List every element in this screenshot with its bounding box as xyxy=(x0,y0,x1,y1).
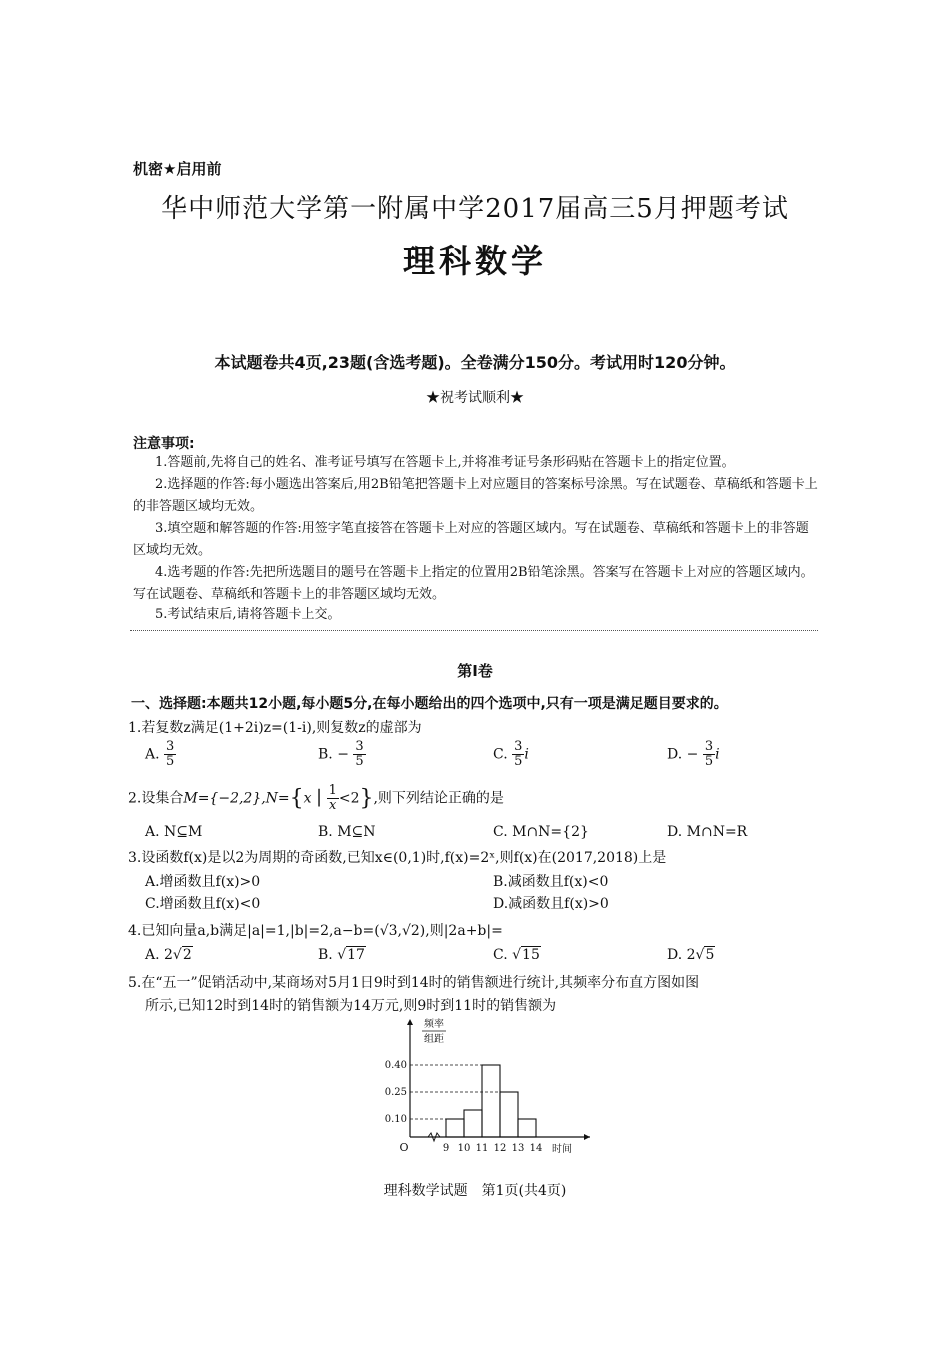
note-item: 1.答题前,先将自己的姓名、准考证号填写在答题卡上,并将准考证号条形码贴在答题卡上的指定位置。 xyxy=(155,455,735,470)
x-tick-label: 10 xyxy=(457,1143,471,1154)
histogram-bar xyxy=(464,1110,482,1137)
q3-option-b: B.减函数且f(x)<0 xyxy=(493,874,609,890)
question-3-stem: 3.设函数f(x)是以2为周期的奇函数,已知x∈(0,1)时,f(x)=2ˣ,则f(x)在(2017,2018)上是 xyxy=(128,850,667,866)
x-tick-label: 13 xyxy=(511,1143,525,1154)
x-axis-arrow xyxy=(584,1134,590,1140)
x-tick-label: 11 xyxy=(475,1143,489,1154)
q1-option-c: C. $\frac{3}{5}$ i xyxy=(493,739,529,769)
q4-option-c: C. √15 xyxy=(493,947,540,963)
q4-option-a: A. 2√2 xyxy=(145,947,192,963)
note-item: 2.选择题的作答:每小题选出答案后,用2B铅笔把答题卡上对应题目的答案标号涂黑。写在试题卷、草稿纸和答题卡上的非答题区域均无效。 xyxy=(133,477,818,514)
q1-option-a: A. $\frac{3}{5}$ xyxy=(145,739,175,769)
confidential-label: 机密★启用前 xyxy=(133,160,222,178)
page-footer: 理科数学试题 第1页(共4页) xyxy=(383,1183,567,1199)
q2-option-b: B. M⊆N xyxy=(318,824,376,840)
notes-title: 注意事项: xyxy=(133,436,195,452)
y-tick-label: 0.10 xyxy=(384,1114,407,1125)
q2-option-a: A. N⊆M xyxy=(145,824,203,840)
subject-title: 理科数学 xyxy=(402,242,547,280)
exam-info: 本试题卷共4页,23题(含选考题)。全卷满分150分。考试用时120分钟。 xyxy=(214,353,736,372)
origin-label: O xyxy=(399,1141,409,1154)
q4-option-d: D. 2√5 xyxy=(667,947,715,963)
x-axis-label: 时间 xyxy=(552,1144,572,1155)
dotted-divider xyxy=(130,630,818,631)
y-label-bottom: 组距 xyxy=(424,1034,444,1045)
question-4-stem: 4.已知向量a,b满足|a|=1,|b|=2,a−b=(√3,√2),则|2a+b|= xyxy=(128,923,503,939)
question-5-line-2: 所示,已知12时到14时的销售额为14万元,则9时到11时的销售额为 xyxy=(145,998,557,1014)
y-axis-arrow xyxy=(407,1019,413,1025)
part-heading: 第Ⅰ卷 xyxy=(457,662,493,680)
y-label-top: 频率 xyxy=(424,1019,444,1030)
x-tick-label: 14 xyxy=(529,1143,543,1154)
question-5-line-1: 5.在“五一”促销活动中,某商场对5月1日9时到14时的销售额进行统计,其频率分布直方图如图 xyxy=(128,975,700,991)
q1-option-d: D. − $\frac{3}{5}$ i xyxy=(667,739,720,769)
q1-option-b: B. − $\frac{3}{5}$ xyxy=(318,739,364,769)
question-1-stem: 1.若复数z满足(1+2i)z=(1-i),则复数z的虚部为 xyxy=(128,720,422,736)
q3-option-c: C.增函数且f(x)<0 xyxy=(145,896,261,912)
y-tick-label: 0.40 xyxy=(384,1060,407,1071)
histogram-bar xyxy=(518,1119,536,1137)
note-item: 4.选考题的作答:先把所选题目的题号在答题卡上指定的位置用2B铅笔涂黑。答案写在答题卡上对应的答题区域内。写在试题卷、草稿纸和答题卡上的非答题区域均无效。 xyxy=(133,565,814,602)
question-2-stem: 2.设集合M={−2,2},N={x | $\frac{1}{x}$ <2},则下列结论正确的是 xyxy=(128,783,504,813)
section-heading: 一、选择题:本题共12小题,每小题5分,在每小题给出的四个选项中,只有一项是满足题目要求的。 xyxy=(131,696,728,712)
histogram-bar xyxy=(500,1092,518,1137)
exam-title: 华中师范大学第一附属中学2017届高三5月押题考试 xyxy=(161,194,789,224)
y-tick-label: 0.25 xyxy=(384,1087,407,1098)
q3-option-a: A.增函数且f(x)>0 xyxy=(145,874,261,890)
frequency-histogram xyxy=(370,1015,610,1155)
x-tick-label: 9 xyxy=(442,1143,450,1154)
q4-option-b: B. √17 xyxy=(318,947,365,963)
x-tick-label: 12 xyxy=(493,1143,507,1154)
q2-option-c: C. M∩N={2} xyxy=(493,824,589,840)
note-item: 5.考试结束后,请将答题卡上交。 xyxy=(155,607,341,622)
good-luck-line: ★祝考试顺利★ xyxy=(426,390,524,406)
histogram-bar xyxy=(482,1065,500,1137)
note-item: 3.填空题和解答题的作答:用签字笔直接答在答题卡上对应的答题区域内。写在试题卷、草稿纸和答题卡上的非答题区域均无效。 xyxy=(133,521,809,558)
q3-option-d: D.减函数且f(x)>0 xyxy=(493,896,609,912)
q2-option-d: D. M∩N=R xyxy=(667,824,748,840)
histogram-bar xyxy=(446,1119,464,1137)
